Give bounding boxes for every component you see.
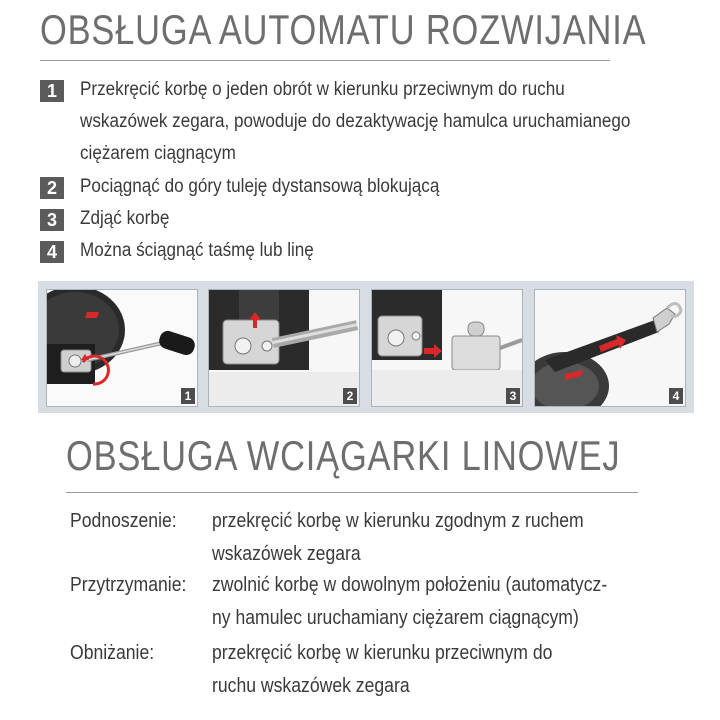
step-text: Przekręcić korbę o jeden obrót w kierunku przeciwnym do ruchu wskazówek zegara, powoduje do dezaktywację hamulca uruchamianego ciężarem ciągnącym [80,79,631,164]
figure-number: 2 [343,388,357,404]
figure-number: 3 [506,388,520,404]
step-text: Zdjąć korbę [80,208,170,229]
operation-description: przekręcić korbę w kierunku przeciwnym do ruchu wskazówek zegara [212,642,553,697]
step-text: Pociągnąć do góry tuleję dystansową blokującą [80,176,440,197]
operation-description: zwolnić korbę w dowolnym położeniu (automatycz- ny hamulec uruchamiany ciężarem ciągnącym) [212,574,608,629]
step-item [40,209,179,235]
figure-panel-3 [371,289,523,407]
title-divider [66,492,638,493]
title-divider [40,60,610,61]
strap-pull-illustration-icon [535,290,685,406]
figure-number: 1 [181,388,195,404]
figure-panel-2 [208,289,360,407]
section-title-rope-winch: OBSŁUGA WCIĄGARKI LINOWEJ [66,432,621,479]
operation-label: Podnoszenie: [70,510,177,532]
step-number-badge: 4 [40,241,64,263]
step-item [40,177,479,203]
operation-label: Przytrzymanie: [70,574,187,596]
step-item [40,80,692,170]
spacer-sleeve-lift-illustration-icon [209,290,359,406]
step-number-badge: 1 [40,80,64,102]
figure-panel-4 [534,289,686,407]
step-number-badge: 3 [40,209,64,231]
section-title-unwinding: OBSŁUGA AUTOMATU ROZWIJANIA [40,6,647,53]
crank-rotation-illustration-icon [47,290,197,406]
figure-panel-1 [46,289,198,407]
step-item [40,241,340,267]
step-text: Można ściągnąć taśmę lub linę [80,240,314,261]
step-number-badge: 2 [40,177,64,199]
crank-removal-illustration-icon [372,290,522,406]
figure-number: 4 [669,388,683,404]
operation-label: Obniżanie: [70,642,155,664]
operation-description: przekręcić korbę w kierunku zgodnym z ruchem wskazówek zegara [212,510,584,565]
